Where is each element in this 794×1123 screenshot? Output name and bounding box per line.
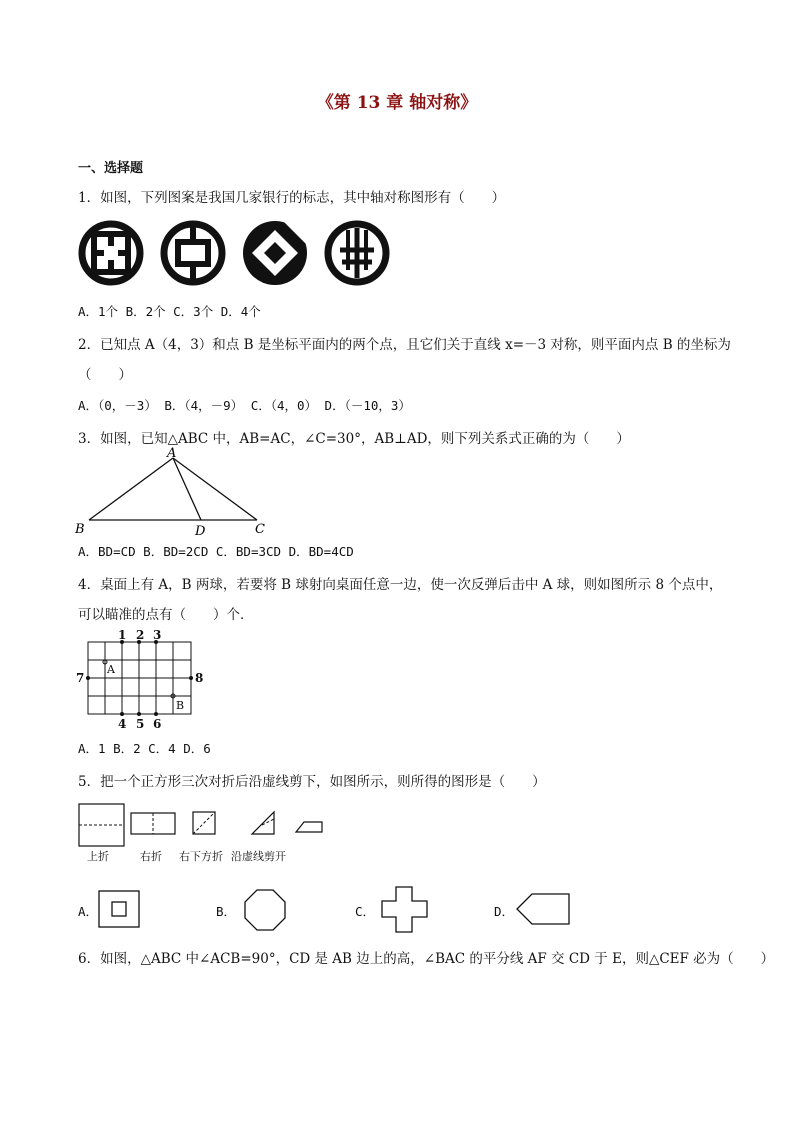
q4-options: A．1 B．2 C．4 D．6 — [78, 741, 211, 756]
q5-choice-b-shape — [244, 889, 288, 931]
point-1-label: 1 — [118, 628, 127, 642]
q1-options: A．1个 B．2个 C．3个 D．4个 — [78, 304, 261, 319]
point-3-label: 3 — [153, 628, 162, 642]
q4-text-cont: 可以瞄准的点有（ ）个． — [78, 607, 254, 623]
q5-choice-b-label: B． — [216, 904, 237, 919]
vertex-d-label: D — [195, 524, 206, 539]
section-heading: 一、选择题 — [78, 161, 144, 176]
q5-choice-c-label: C． — [355, 904, 376, 919]
step-4-label: 沿虚线剪开 — [231, 850, 286, 863]
q3-text: 3．如图，已知△ABC 中，AB=AC，∠C=30°，AB⊥AD，则下列关系式正确的为（ ） — [78, 431, 630, 447]
triangle-figure — [75, 448, 275, 538]
q5-choice-d-label: D． — [494, 904, 515, 919]
point-8-label: 8 — [195, 671, 204, 685]
point-6-label: 6 — [153, 717, 162, 731]
q1-text: 1．如图，下列图案是我国几家银行的标志，其中轴对称图形有（ ） — [78, 190, 506, 206]
point-2-label: 2 — [136, 628, 145, 642]
q5-choice-d-shape — [516, 892, 572, 928]
abc-logo-icon — [328, 224, 386, 282]
icbc-logo-icon — [82, 224, 140, 282]
q2-text-cont: （ ） — [78, 367, 132, 383]
page-title: 《第 13 章 轴对称》 — [316, 93, 478, 113]
point-5-label: 5 — [136, 717, 145, 731]
step-3-label: 右下方折 — [179, 850, 223, 863]
q5-text: 5．把一个正方形三次对折后沿虚线剪下，如图所示，则所得的图形是（ ） — [78, 774, 546, 790]
point-7-label: 7 — [76, 671, 85, 685]
billiard-grid-figure — [74, 628, 214, 733]
ball-a-label: A — [107, 663, 115, 676]
q3-options: A．BD=CD B．BD=2CD C．BD=3CD D．BD=4CD — [78, 544, 354, 559]
point-4-label: 4 — [118, 717, 127, 731]
q2-text: 2．已知点 A（4，3）和点 B 是坐标平面内的两个点，且它们关于直线 x=－3 对称，则平面内点 B 的坐标为 — [78, 337, 731, 353]
ball-b-label: B — [176, 699, 185, 712]
vertex-a-label: A — [167, 446, 177, 461]
q5-choice-a-label: A． — [78, 904, 99, 919]
boc-logo-icon — [164, 224, 222, 282]
step-2-label: 右折 — [140, 850, 162, 863]
q2-options: A．（0，－3） B．（4，－9） C．（4，0） D．（－10，3） — [78, 398, 411, 413]
bank-logos-figure — [78, 220, 388, 286]
q6-text: 6．如图，△ABC 中∠ACB=90°，CD 是 AB 边上的高，∠BAC 的平分线 AF 交 CD 于 E，则△CEF 必为（ ） — [78, 951, 775, 967]
ccb-logo-icon — [243, 220, 308, 285]
q4-text: 4．桌面上有 A，B 两球，若要将 B 球射向桌面任意一边，使一次反弹后击中 A 球，则如图所示 8 个点中， — [78, 577, 723, 593]
vertex-c-label: C — [255, 522, 265, 537]
folding-steps-figure — [74, 798, 344, 870]
step-1-label: 上折 — [87, 850, 109, 863]
q5-choice-a-shape — [98, 890, 142, 930]
q5-choice-c-shape — [381, 886, 429, 934]
vertex-b-label: B — [75, 522, 85, 537]
